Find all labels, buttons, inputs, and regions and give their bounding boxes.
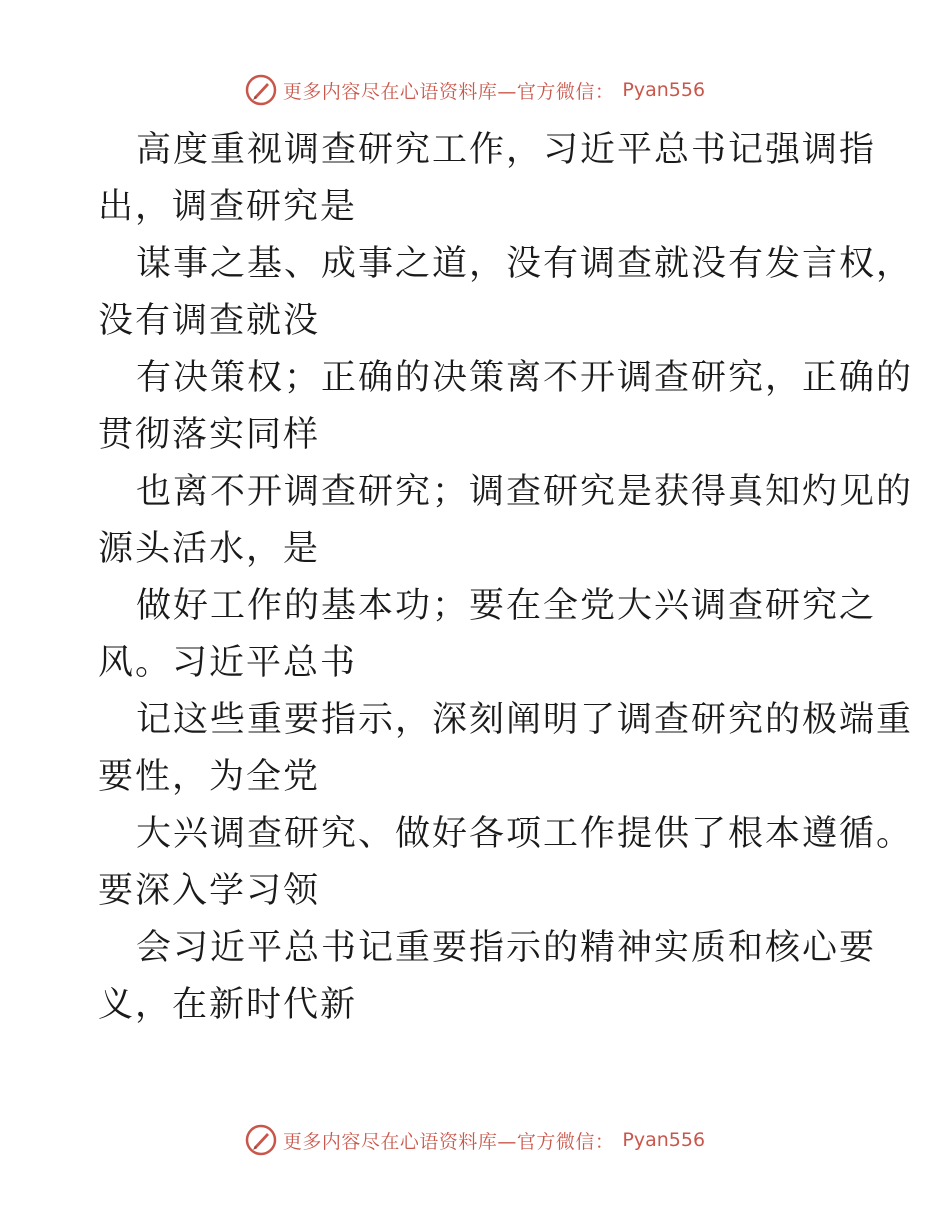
watermark-text: 更多内容尽在心语资料库—官方微信： [282,1130,615,1153]
body-line: 也离不开调查研究；调查研究是获得真知灼见的 [136,472,914,512]
body-line: 义，在新时代新 [98,985,358,1025]
watermark-wechat-id: Pyan556 [622,1129,706,1151]
body-line: 有决策权；正确的决策离不开调查研究，正确的 [136,358,914,398]
body-line: 记这些重要指示，深刻阐明了调查研究的极端重 [136,700,914,740]
body-line: 高度重视调查研究工作，习近平总书记强调指 [136,130,877,170]
body-line: 出，调查研究是 [98,187,358,227]
header-watermark [0,70,950,110]
document-body [98,122,914,1034]
body-line: 谋事之基、成事之道，没有调查就没有发言权， [136,244,914,284]
watermark-wechat-id: Pyan556 [622,79,706,101]
body-line: 要深入学习领 [98,871,321,911]
body-line: 没有调查就没 [98,301,321,341]
body-line: 大兴调查研究、做好各项工作提供了根本遵循。 [136,814,914,854]
quill-logo-icon [245,74,277,106]
footer-watermark [0,1120,950,1160]
body-line: 贯彻落实同样 [98,415,321,455]
watermark-text: 更多内容尽在心语资料库—官方微信： [282,80,615,103]
body-line: 要性，为全党 [98,757,321,797]
body-line: 风。习近平总书 [98,643,358,683]
body-line: 会习近平总书记重要指示的精神实质和核心要 [136,928,877,968]
quill-logo-icon [245,1124,277,1156]
body-line: 源头活水，是 [98,529,321,569]
body-line: 做好工作的基本功；要在全党大兴调查研究之 [136,586,877,626]
